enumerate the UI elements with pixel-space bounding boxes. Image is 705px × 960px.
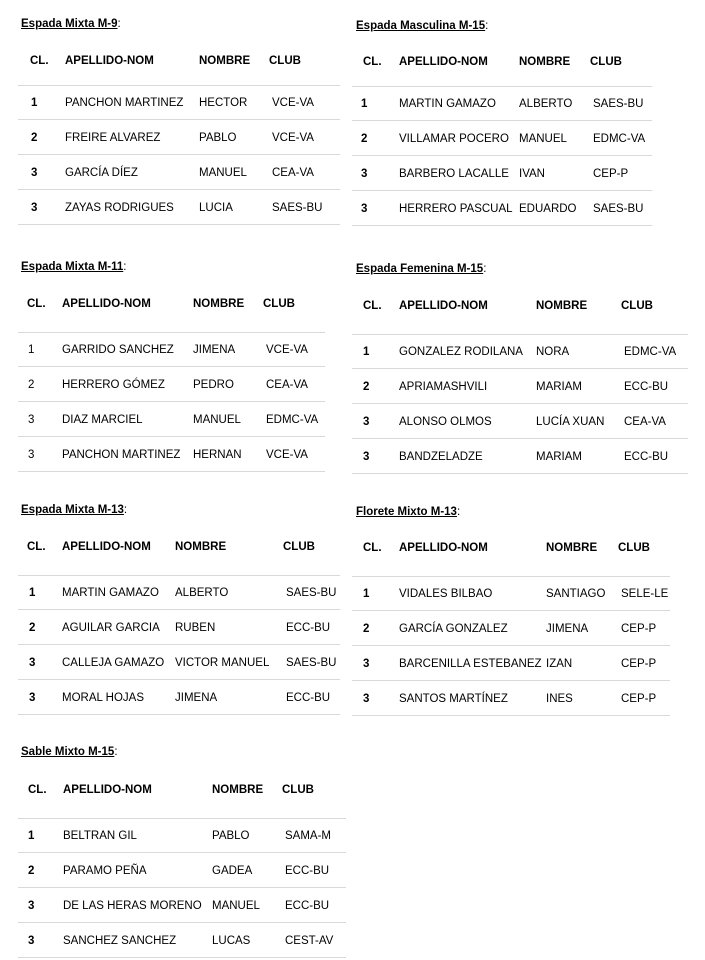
header-nombre: NOMBRE <box>536 300 588 312</box>
table-row: 3 HERRERO PASCUAL EDUARDO SAES-BU <box>352 191 652 226</box>
table-row: 1 VIDALES BILBAO SANTIAGO SELE-LE <box>352 576 670 611</box>
table-row: 2 FREIRE ALVAREZ PABLO VCE-VA <box>18 120 340 155</box>
header-nombre: NOMBRE <box>546 542 598 554</box>
header-nombre: NOMBRE <box>199 55 251 67</box>
header-club: CLUB <box>618 542 650 554</box>
header-apellido: APELLIDO-NOM <box>62 541 151 553</box>
table-row: 3 GARCÍA DÍEZ MANUEL CEA-VA <box>18 155 340 190</box>
table-title: Sable Mixto M-15: <box>21 746 118 758</box>
table-row: 3 MORAL HOJAS JIMENA ECC-BU <box>18 680 340 715</box>
table-row: 3 ALONSO OLMOS LUCÍA XUAN CEA-VA <box>352 404 688 439</box>
table-row: 3 PANCHON MARTINEZ HERNAN VCE-VA <box>18 437 325 472</box>
header-cl: CL. <box>27 541 46 553</box>
table-title: Espada Femenina M-15: <box>356 263 487 275</box>
table-row: 2 GARCÍA GONZALEZ JIMENA CEP-P <box>352 611 670 646</box>
table-row: 1 MARTIN GAMAZO ALBERTO SAES-BU <box>18 575 340 610</box>
results-block-espada-femenina-m15 <box>352 250 692 472</box>
header-cl: CL. <box>27 298 46 310</box>
table-title: Espada Mixta M-13: <box>21 504 128 516</box>
header-apellido: APELLIDO-NOM <box>399 56 488 68</box>
table-title: Espada Masculina M-15: <box>356 20 489 32</box>
table-row: 1 GARRIDO SANCHEZ JIMENA VCE-VA <box>18 332 325 367</box>
header-club: CLUB <box>282 784 314 796</box>
table-title: Espada Mixta M-9: <box>21 18 121 30</box>
table-row: 3 CALLEJA GAMAZO VICTOR MANUEL SAES-BU <box>18 645 340 680</box>
header-nombre: NOMBRE <box>519 56 571 68</box>
header-club: CLUB <box>263 298 295 310</box>
results-block-sable-mixto-m15 <box>18 740 348 960</box>
table-title: Espada Mixta M-11: <box>21 261 127 273</box>
header-nombre: NOMBRE <box>212 784 264 796</box>
table-row: 3 DIAZ MARCIEL MANUEL EDMC-VA <box>18 402 325 437</box>
header-apellido: APELLIDO-NOM <box>63 784 152 796</box>
table-row: 2 VILLAMAR POCERO MANUEL EDMC-VA <box>352 121 652 156</box>
table-row: 3 SANTOS MARTÍNEZ INES CEP-P <box>352 681 670 716</box>
table-row: 1 GONZALEZ RODILANA NORA EDMC-VA <box>352 334 688 369</box>
results-block-florete-mixto-m13 <box>352 495 682 717</box>
table-row: 1 PANCHON MARTINEZ HECTOR VCE-VA <box>18 85 340 120</box>
header-club: CLUB <box>283 541 315 553</box>
header-club: CLUB <box>621 300 653 312</box>
header-cl: CL. <box>363 56 382 68</box>
table-row: 3 BANDZELADZE MARIAM ECC-BU <box>352 439 688 474</box>
header-cl: CL. <box>30 55 49 67</box>
header-apellido: APELLIDO-NOM <box>65 55 154 67</box>
header-cl: CL. <box>363 542 382 554</box>
table-row: 3 SANCHEZ SANCHEZ LUCAS CEST-AV <box>18 923 346 958</box>
table-row: 2 AGUILAR GARCIA RUBEN ECC-BU <box>18 610 340 645</box>
table-row: 3 ZAYAS RODRIGUES LUCIA SAES-BU <box>18 190 340 225</box>
header-nombre: NOMBRE <box>193 298 245 310</box>
results-block-espada-mixta-m9 <box>18 0 340 230</box>
header-apellido: APELLIDO-NOM <box>62 298 151 310</box>
results-block-espada-masculina-m15 <box>352 0 688 232</box>
header-cl: CL. <box>363 300 382 312</box>
header-apellido: APELLIDO-NOM <box>399 542 488 554</box>
header-club: CLUB <box>590 56 622 68</box>
header-apellido: APELLIDO-NOM <box>399 300 488 312</box>
table-row: 1 MARTIN GAMAZO ALBERTO SAES-BU <box>352 86 652 121</box>
results-block-espada-mixta-m11 <box>18 250 328 472</box>
table-row: 2 HERRERO GÓMEZ PEDRO CEA-VA <box>18 367 325 402</box>
table-title: Florete Mixto M-13: <box>356 506 461 518</box>
table-row: 3 BARCENILLA ESTEBANEZ IZAN CEP-P <box>352 646 670 681</box>
header-nombre: NOMBRE <box>175 541 227 553</box>
table-row: 1 BELTRAN GIL PABLO SAMA-M <box>18 818 346 853</box>
results-block-espada-mixta-m13 <box>18 495 340 717</box>
table-row: 2 PARAMO PEÑA GADEA ECC-BU <box>18 853 346 888</box>
table-row: 3 BARBERO LACALLE IVAN CEP-P <box>352 156 652 191</box>
table-row: 2 APRIAMASHVILI MARIAM ECC-BU <box>352 369 688 404</box>
table-row: 3 DE LAS HERAS MORENO MANUEL ECC-BU <box>18 888 346 923</box>
header-club: CLUB <box>269 55 301 67</box>
header-cl: CL. <box>28 784 47 796</box>
